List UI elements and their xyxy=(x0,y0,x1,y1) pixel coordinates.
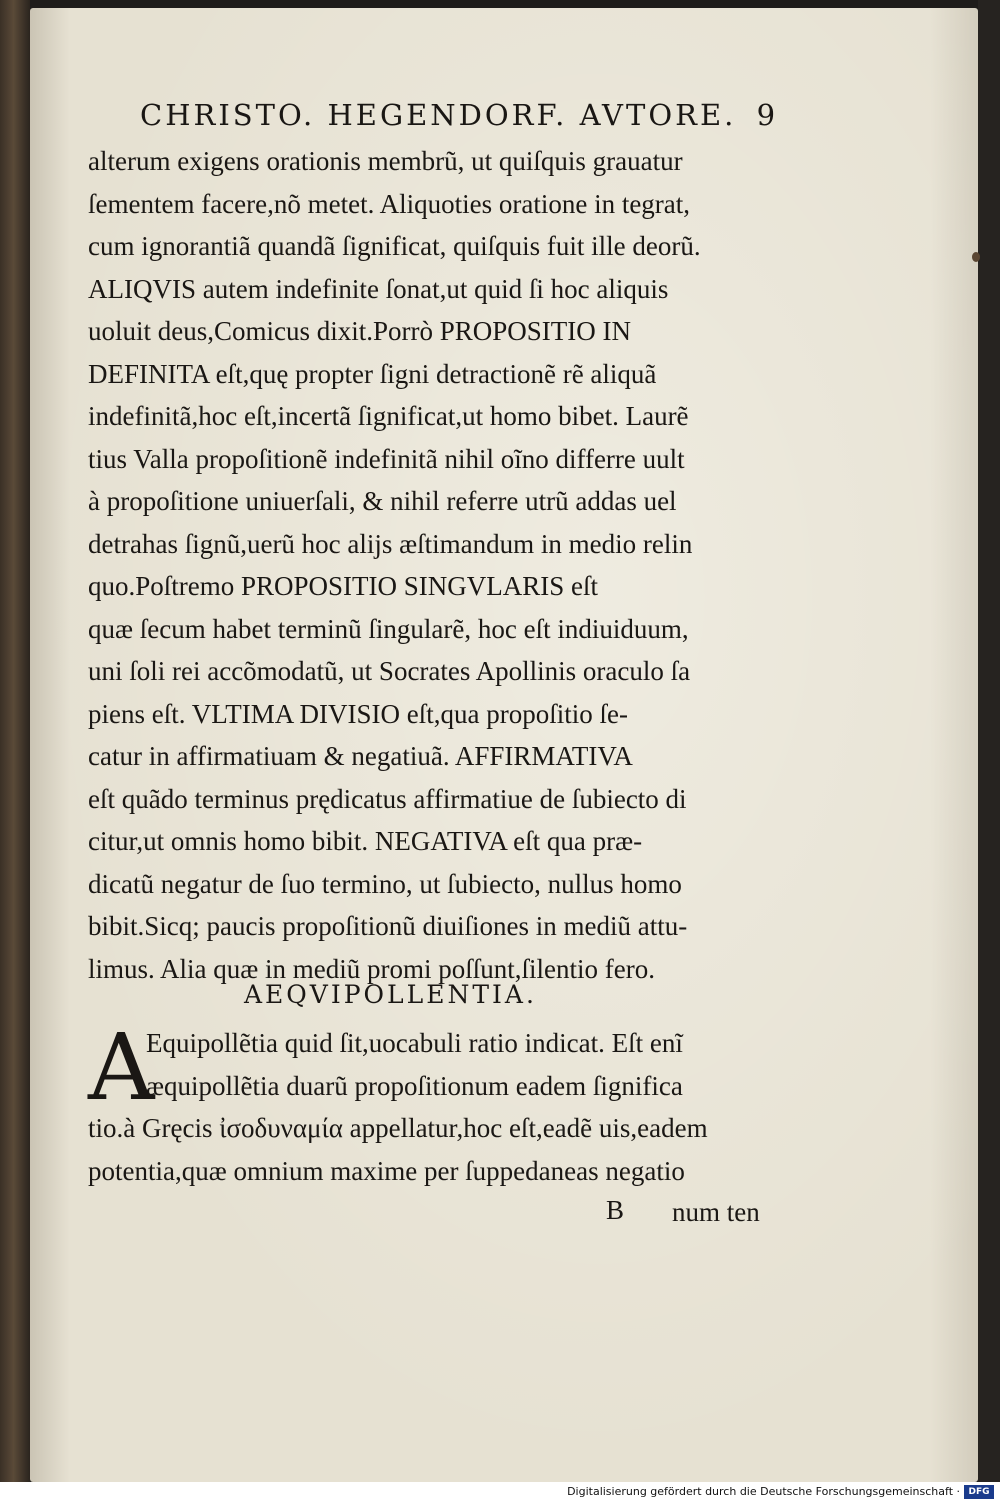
section-heading: AEQVIPOLLENTIA. xyxy=(244,980,537,1009)
running-header xyxy=(140,98,800,132)
signature-mark: B xyxy=(606,1195,625,1225)
text-line: ALIQVIS autem indefinite ſonat,ut quid ſi hoc aliquis xyxy=(88,273,669,304)
text-line: à propoſitione uniuerſali, & nihil referre utrũ addas uel xyxy=(88,486,677,516)
text-line: indefinitã,hoc eſt,incertã ſignificat,ut homo bibet. Laurẽ xyxy=(88,401,689,431)
section-text xyxy=(88,1014,788,1192)
text-line: cum ignorantiã quandã ſignificat, quiſquis fuit ille deorũ. xyxy=(88,231,701,261)
text-line: limus. Alia quæ in mediũ promi poſſunt,ſilentio fero. xyxy=(88,953,655,984)
catchword: num ten xyxy=(672,1197,760,1227)
text-line: æquipollẽtia duarũ propoſitionum eadem ſignifica xyxy=(146,1070,683,1101)
text-line: tio.à Gręcis ἰσοδυναμία appellatur,hoc eſt,eadẽ uis,eadem xyxy=(88,1113,708,1143)
footer-bar xyxy=(0,1482,1000,1503)
text-line: uoluit deus,Comicus dixit.Porrò PROPOSITIO IN xyxy=(88,316,632,346)
running-title: CHRISTO. HEGENDORF. AVTORE. xyxy=(140,98,737,132)
text-line: piens eſt. VLTIMA DIVISIO eſt,qua propoſitio ſe- xyxy=(88,698,628,729)
drop-cap-initial: A xyxy=(88,1014,155,1121)
page-number: 9 xyxy=(756,98,779,132)
text-line: ſementem facere,nõ metet. Aliquoties oratione in tegrat, xyxy=(88,188,691,219)
text-line: DEFINITA eſt,quę propter ſigni detractionẽ rẽ aliquã xyxy=(88,358,657,389)
scan-edge xyxy=(978,0,1000,1503)
funding-credit: Digitalisierung gefördert durch die Deutsche Forschungsgemeinschaft · xyxy=(567,1485,960,1498)
text-line: quo.Poſtremo PROPOSITIO SINGVLARIS eſt xyxy=(88,571,599,601)
text-line: detrahas ſignũ,uerũ hoc alijs æſtimandum in medio relin xyxy=(88,528,693,559)
text-line: catur in affirmatiuam & negatiuã. AFFIRMATIVA xyxy=(88,741,633,771)
body-text xyxy=(88,140,788,990)
text-line: dicatũ negatur de ſuo termino, ut ſubiecto, nullus homo xyxy=(88,868,682,899)
dfg-logo-icon: DFG xyxy=(964,1485,994,1499)
text-line: uni ſoli rei accõmodatũ, ut Socrates Apollinis oraculo ſa xyxy=(88,656,691,686)
text-line: tius Valla propoſitionẽ indefinitã nihil oĩno differre uult xyxy=(88,443,685,474)
text-line: quæ ſecum habet terminũ ſingularẽ, hoc eſt indiuiduum, xyxy=(88,613,689,644)
text-line: citur,ut omnis homo bibit. NEGATIVA eſt qua præ- xyxy=(88,826,643,856)
paper-stain xyxy=(972,252,980,262)
text-line: eſt quãdo terminus prędicatus affirmatiue de ſubiecto di xyxy=(88,783,687,814)
text-line: Equipollẽtia quid ſit,uocabuli ratio indicat. Eſt enĩ xyxy=(146,1028,683,1058)
text-line: alterum exigens orationis membrũ, ut quiſquis grauatur xyxy=(88,146,683,176)
book-binding xyxy=(0,0,30,1503)
text-line: potentia,quæ omnium maxime per ſuppedaneas negatio xyxy=(88,1155,685,1186)
text-line: bibit.Sicq; paucis propoſitionũ diuiſiones in mediũ attu- xyxy=(88,911,688,941)
